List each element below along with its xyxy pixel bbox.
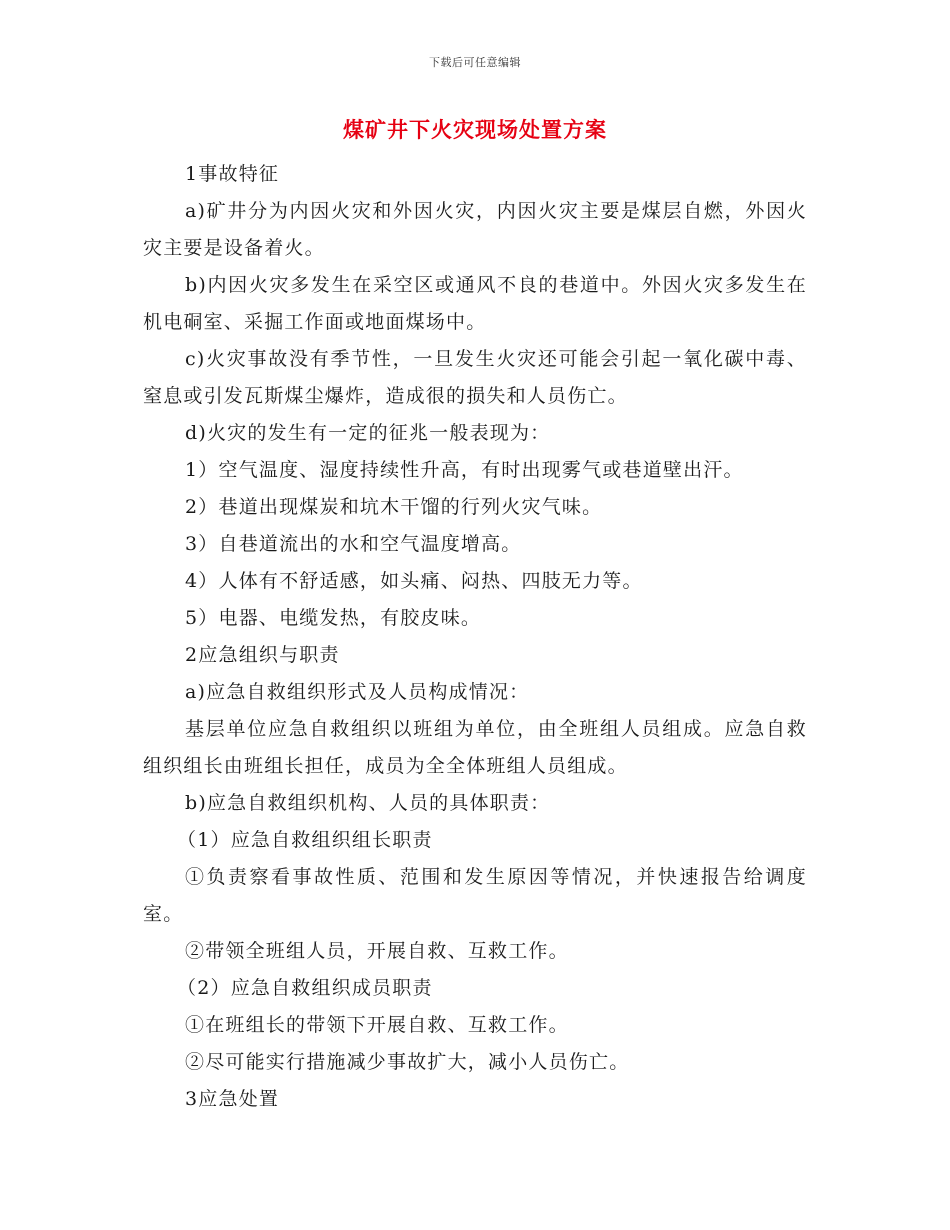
section-heading: 3应急处置 (185, 1088, 280, 1110)
list-item: ②带领全班组人员，开展自救、互救工作。 (185, 940, 569, 962)
subheading: （1）应急自救组织组长职责 (177, 829, 433, 851)
paragraph: 基层单位应急自救组织以班组为单位，由全班组人员组成。应急自救组织组长由班组长担任，成员为全全体班组人员组成。 (143, 718, 807, 777)
list-item: 1）空气温度、湿度持续性升高，有时出现雾气或巷道壁出汗。 (185, 459, 744, 481)
paragraph: a)矿井分为内因火灾和外因火灾，内因火灾主要是煤层自燃，外因火灾主要是设备着火。 (143, 200, 807, 259)
paragraph: a)应急自救组织形式及人员构成情况： (185, 681, 530, 703)
paragraph: d)火灾的发生有一定的征兆一般表现为： (185, 422, 551, 444)
list-item: 5）电器、电缆发热，有胶皮味。 (185, 607, 482, 629)
paragraph: b)应急自救组织机构、人员的具体职责： (185, 792, 551, 814)
document-title: 煤矿井下火灾现场处置方案 (343, 117, 607, 142)
list-item: 4）人体有不舒适感，如头痛、闷热、四肢无力等。 (185, 570, 643, 592)
section-heading: 1事故特征 (185, 163, 280, 185)
list-item: ①在班组长的带领下开展自救、互救工作。 (185, 1014, 569, 1036)
list-item: ②尽可能实行措施减少事故扩大，减小人员伤亡。 (185, 1051, 630, 1073)
list-item: ①负责察看事故性质、范围和发生原因等情况，并快速报告给调度室。 (143, 866, 807, 925)
paragraph: c)火灾事故没有季节性，一旦发生火灾还可能会引起一氧化碳中毒、窒息或引发瓦斯煤尘爆炸，造成很的损失和人员伤亡。 (143, 348, 807, 407)
paragraph: b)内因火灾多发生在采空区或通风不良的巷道中。外因火灾多发生在机电硐室、采掘工作面或地面煤场中。 (143, 274, 807, 333)
subheading: （2）应急自救组织成员职责 (177, 977, 433, 999)
header-note: 下载后可任意编辑 (429, 56, 521, 69)
list-item: 3）自巷道流出的水和空气温度增高。 (185, 533, 522, 555)
list-item: 2）巷道出现煤炭和坑木干馏的行列火灾气味。 (185, 496, 603, 518)
section-heading: 2应急组织与职责 (185, 644, 340, 666)
document-body (143, 156, 807, 1118)
